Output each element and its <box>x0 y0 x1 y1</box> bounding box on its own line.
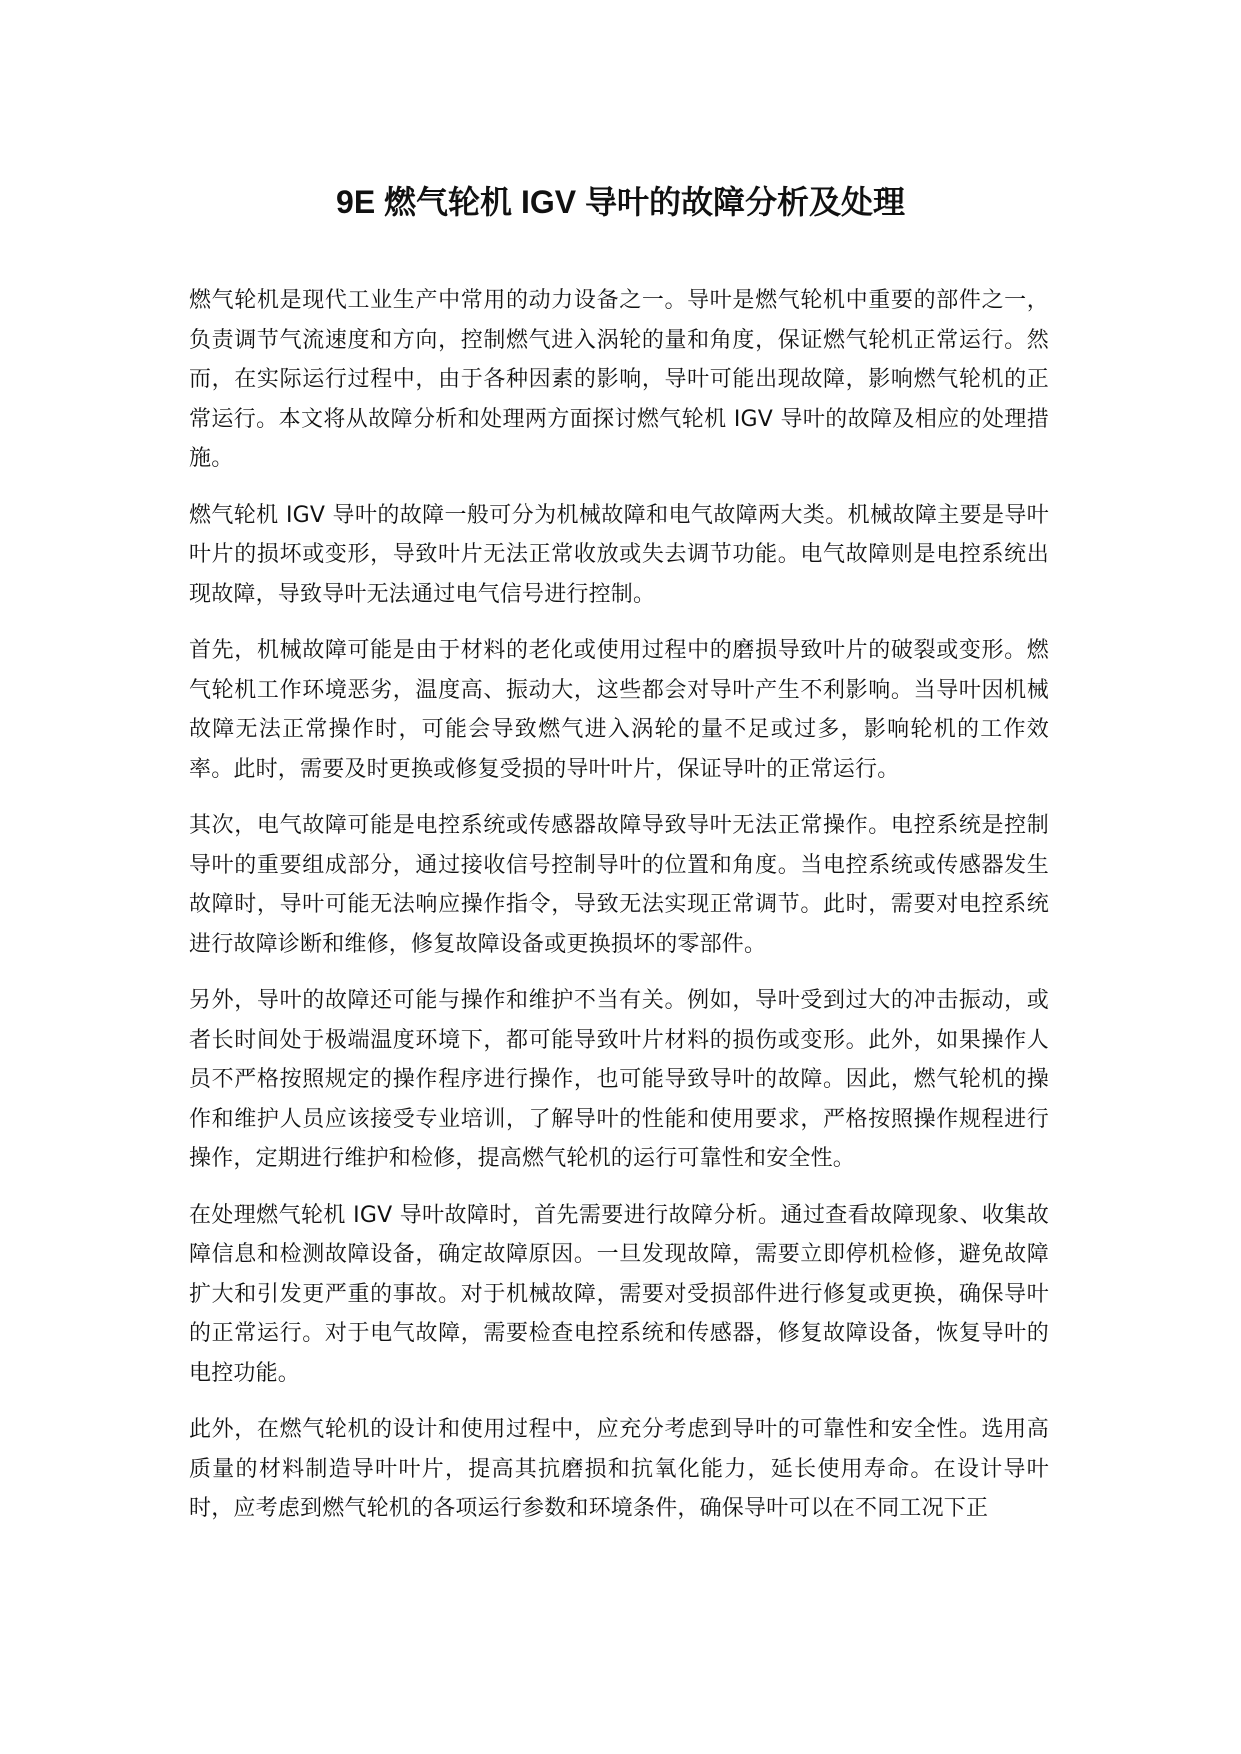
paragraph-3: 首先，机械故障可能是由于材料的老化或使用过程中的磨损导致叶片的破裂或变形。燃气轮机工作环境恶劣，温度高、振动大，这些都会对导叶产生不利影响。当导叶因机械故障无法正常操作时，可能会导致燃气进入涡轮的量不足或过多，影响轮机的工作效率。此时，需要及时更换或修复受损的导叶叶片，保证导叶的正常运行。 <box>189 638 1049 782</box>
paragraph-6: 在处理燃气轮机 IGV 导叶故障时，首先需要进行故障分析。通过查看故障现象、收集故障信息和检测故障设备，确定故障原因。一旦发现故障，需要立即停机检修，避免故障扩大和引发更严重的事故。对于机械故障，需要对受损部件进行修复或更换，确保导叶的正常运行。对于电气故障，需要检查电控系统和传感器，修复故障设备，恢复导叶的电控功能。 <box>189 1202 1049 1386</box>
paragraph-5: 另外，导叶的故障还可能与操作和维护不当有关。例如，导叶受到过大的冲击振动，或者长时间处于极端温度环境下，都可能导致叶片材料的损伤或变形。此外，如果操作人员不严格按照规定的操作程序进行操作，也可能导致导叶的故障。因此，燃气轮机的操作和维护人员应该接受专业培训，了解导叶的性能和使用要求，严格按照操作规程进行操作，定期进行维护和检修，提高燃气轮机的运行可靠性和安全性。 <box>189 988 1049 1171</box>
document-title: 9E 燃气轮机 IGV 导叶的故障分析及处理 <box>336 184 905 220</box>
paragraph-1: 燃气轮机是现代工业生产中常用的动力设备之一。导叶是燃气轮机中重要的部件之一，负责调节气流速度和方向，控制燃气进入涡轮的量和角度，保证燃气轮机正常运行。然而，在实际运行过程中，由于各种因素的影响，导叶可能出现故障，影响燃气轮机的正常运行。本文将从故障分析和处理两方面探讨燃气轮机 IGV 导叶的故障及相应的处理措施。 <box>189 288 1049 471</box>
paragraph-4: 其次，电气故障可能是电控系统或传感器故障导致导叶无法正常操作。电控系统是控制导叶的重要组成部分，通过接收信号控制导叶的位置和角度。当电控系统或传感器发生故障时，导叶可能无法响应操作指令，导致无法实现正常调节。此时，需要对电控系统进行故障诊断和维修，修复故障设备或更换损坏的零部件。 <box>189 813 1049 957</box>
paragraph-2: 燃气轮机 IGV 导叶的故障一般可分为机械故障和电气故障两大类。机械故障主要是导叶叶片的损坏或变形，导致叶片无法正常收放或失去调节功能。电气故障则是电控系统出现故障，导致导叶无法通过电气信号进行控制。 <box>189 502 1049 607</box>
paragraph-7: 此外，在燃气轮机的设计和使用过程中，应充分考虑到导叶的可靠性和安全性。选用高质量的材料制造导叶叶片，提高其抗磨损和抗氧化能力，延长使用寿命。在设计导叶时，应考虑到燃气轮机的各项运行参数和环境条件，确保导叶可以在不同工况下正 <box>189 1417 1049 1521</box>
document-body <box>189 281 1049 1546</box>
